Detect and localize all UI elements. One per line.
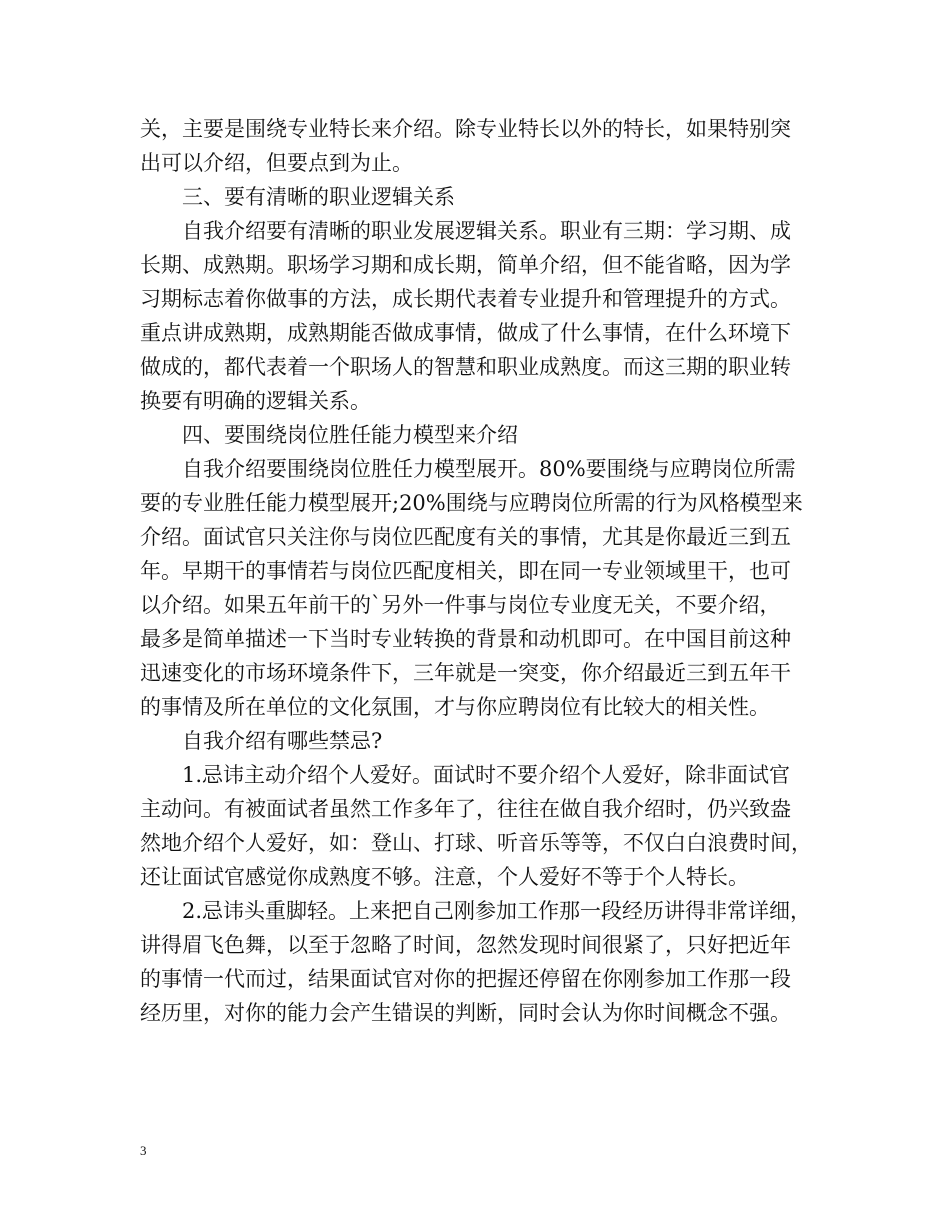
text-line: 最多是简单描述一下当时专业转换的背景和动机即可。在中国目前这种 — [140, 627, 791, 651]
section-heading: 自我介绍有哪些禁忌? — [182, 729, 383, 753]
page-number: 3 — [140, 1143, 147, 1158]
text-line: 关，主要是围绕专业特长来介绍。除专业特长以外的特长，如果特别突 — [140, 117, 791, 141]
text-line: 经历里，对你的能力会产生错误的判断，同时会认为你时间概念不强。 — [140, 1001, 791, 1025]
text-line: 年。早期干的事情若与岗位匹配度相关，即在同一专业领域里干，也可 — [140, 559, 791, 583]
text-line: 重点讲成熟期，成熟期能否做成事情，做成了什么事情，在什么环境下 — [140, 321, 791, 345]
text-line: 1.忌讳主动介绍个人爱好。面试时不要介绍个人爱好，除非面试官 — [182, 763, 791, 787]
text-line: 2.忌讳头重脚轻。上来把自己刚参加工作那一段经历讲得非常详细， — [182, 899, 812, 923]
text-line: 自我介绍要围绕岗位胜任力模型展开。80%要围绕与应聘岗位所需 — [182, 457, 796, 481]
text-line: 的事情及所在单位的文化氛围，才与你应聘岗位有比较大的相关性。 — [140, 695, 770, 719]
text-line: 长期、成熟期。职场学习期和成长期，简单介绍，但不能省略，因为学 — [140, 253, 791, 277]
text-line: 介绍。面试官只关注你与岗位匹配度有关的事情，尤其是你最近三到五 — [140, 525, 791, 549]
section-heading: 三、要有清晰的职业逻辑关系 — [182, 185, 455, 209]
text-line: 主动问。有被面试者虽然工作多年了，往往在做自我介绍时，仍兴致盎 — [140, 797, 791, 821]
text-line: 做成的，都代表着一个职场人的智慧和职业成熟度。而这三期的职业转 — [140, 355, 791, 379]
text-line: 的事情一代而过，结果面试官对你的把握还停留在你刚参加工作那一段 — [140, 967, 791, 991]
text-line: 换要有明确的逻辑关系。 — [140, 389, 371, 413]
section-heading: 四、要围绕岗位胜任能力模型来介绍 — [182, 423, 518, 447]
text-line: 出可以介绍，但要点到为止。 — [140, 151, 413, 175]
text-line: 习期标志着你做事的方法，成长期代表着专业提升和管理提升的方式。 — [140, 287, 791, 311]
text-line: 讲得眉飞色舞，以至于忽略了时间，忽然发现时间很紧了，只好把近年 — [140, 933, 791, 957]
text-line: 然地介绍个人爱好，如：登山、打球、听音乐等等，不仅白白浪费时间， — [140, 831, 812, 855]
text-line: 还让面试官感觉你成熟度不够。注意，个人爱好不等于个人特长。 — [140, 865, 749, 889]
text-line: 自我介绍要有清晰的职业发展逻辑关系。职业有三期：学习期、成 — [182, 219, 791, 243]
text-line: 迅速变化的市场环境条件下，三年就是一突变，你介绍最近三到五年干 — [140, 661, 791, 685]
text-line: 要的专业胜任能力模型展开;20%围绕与应聘岗位所需的行为风格模型来 — [140, 491, 803, 515]
text-line: 以介绍。如果五年前干的`另外一件事与岗位专业度无关，不要介绍， — [140, 593, 781, 617]
